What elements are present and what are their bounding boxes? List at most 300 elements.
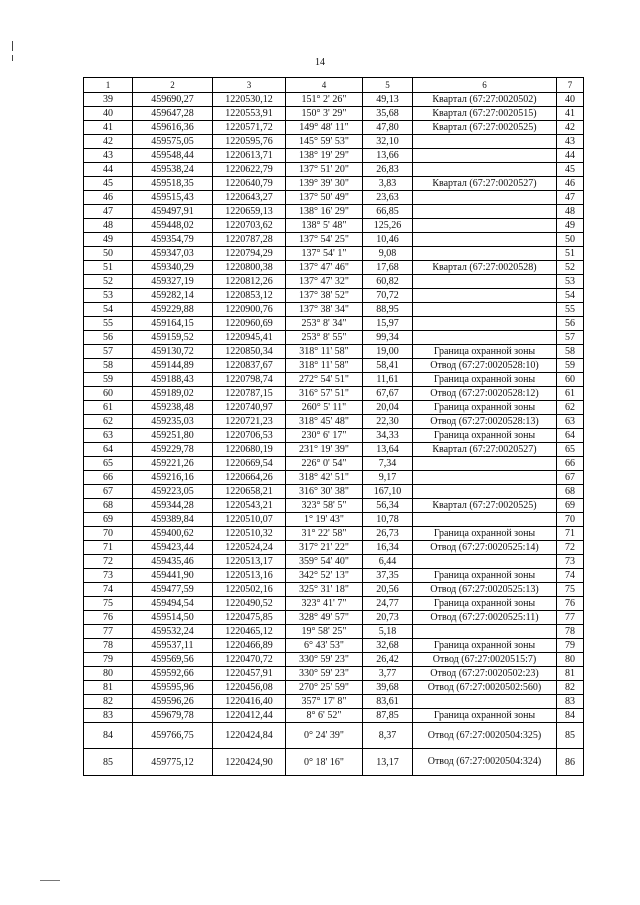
table-row (84, 625, 584, 639)
boundary-description-cell: Квартал (67:27:0020525) (413, 121, 557, 135)
x-coordinate-cell: 459538,24 (133, 163, 213, 177)
boundary-description-cell: Отвод (67:27:0020502:23) (413, 667, 557, 681)
next-point-cell: 86 (557, 749, 584, 776)
next-point-cell: 82 (557, 681, 584, 695)
distance-cell: 13,64 (363, 443, 413, 457)
direction-angle-cell: 328° 49' 57" (286, 611, 363, 625)
next-point-cell: 73 (557, 555, 584, 569)
point-number-cell: 61 (84, 401, 133, 415)
next-point-cell: 70 (557, 513, 584, 527)
table-row (84, 639, 584, 653)
x-coordinate-cell: 459400,62 (133, 527, 213, 541)
point-number-cell: 40 (84, 107, 133, 121)
boundary-description-cell: Отвод (67:27:0020515:7) (413, 653, 557, 667)
table-row (84, 303, 584, 317)
x-coordinate-cell: 459497,91 (133, 205, 213, 219)
x-coordinate-cell: 459130,72 (133, 345, 213, 359)
boundary-description-cell: Граница охранной зоны (413, 597, 557, 611)
next-point-cell: 46 (557, 177, 584, 191)
table-row (84, 191, 584, 205)
x-coordinate-cell: 459189,02 (133, 387, 213, 401)
y-coordinate-cell: 1220510,07 (213, 513, 286, 527)
boundary-description-cell: Квартал (67:27:0020527) (413, 177, 557, 191)
boundary-description-cell (413, 205, 557, 219)
distance-cell: 10,78 (363, 513, 413, 527)
table-row (84, 177, 584, 191)
next-point-cell: 81 (557, 667, 584, 681)
column-header-3: 3 (213, 78, 286, 93)
distance-cell: 99,34 (363, 331, 413, 345)
next-point-cell: 54 (557, 289, 584, 303)
distance-cell: 35,68 (363, 107, 413, 121)
next-point-cell: 42 (557, 121, 584, 135)
point-number-cell: 59 (84, 373, 133, 387)
y-coordinate-cell: 1220595,76 (213, 135, 286, 149)
distance-cell: 13,17 (363, 749, 413, 776)
x-coordinate-cell: 459548,44 (133, 149, 213, 163)
point-number-cell: 45 (84, 177, 133, 191)
distance-cell: 88,95 (363, 303, 413, 317)
y-coordinate-cell: 1220622,79 (213, 163, 286, 177)
y-coordinate-cell: 1220798,74 (213, 373, 286, 387)
point-number-cell: 57 (84, 345, 133, 359)
next-point-cell: 77 (557, 611, 584, 625)
next-point-cell: 40 (557, 93, 584, 107)
point-number-cell: 44 (84, 163, 133, 177)
table-row (84, 597, 584, 611)
x-coordinate-cell: 459229,88 (133, 303, 213, 317)
table-row (84, 555, 584, 569)
distance-cell: 70,72 (363, 289, 413, 303)
next-point-cell: 48 (557, 205, 584, 219)
boundary-description-cell: Отвод (67:27:0020525:11) (413, 611, 557, 625)
next-point-cell: 78 (557, 625, 584, 639)
y-coordinate-cell: 1220643,27 (213, 191, 286, 205)
next-point-cell: 69 (557, 499, 584, 513)
boundary-description-cell (413, 303, 557, 317)
distance-cell: 125,26 (363, 219, 413, 233)
boundary-description-cell: Отвод (67:27:0020502:560) (413, 681, 557, 695)
boundary-description-cell: Граница охранной зоны (413, 401, 557, 415)
distance-cell: 26,73 (363, 527, 413, 541)
x-coordinate-cell: 459518,35 (133, 177, 213, 191)
boundary-description-cell (413, 695, 557, 709)
direction-angle-cell: 359° 54' 40" (286, 555, 363, 569)
table-row (84, 289, 584, 303)
y-coordinate-cell: 1220640,79 (213, 177, 286, 191)
boundary-description-cell: Квартал (67:27:0020525) (413, 499, 557, 513)
table-row (84, 443, 584, 457)
point-number-cell: 66 (84, 471, 133, 485)
table-row (84, 513, 584, 527)
x-coordinate-cell: 459537,11 (133, 639, 213, 653)
point-number-cell: 80 (84, 667, 133, 681)
table-row (84, 485, 584, 499)
boundary-description-cell (413, 485, 557, 499)
next-point-cell: 74 (557, 569, 584, 583)
x-coordinate-cell: 459766,75 (133, 723, 213, 749)
distance-cell: 22,30 (363, 415, 413, 429)
x-coordinate-cell: 459340,29 (133, 261, 213, 275)
point-number-cell: 52 (84, 275, 133, 289)
x-coordinate-cell: 459448,02 (133, 219, 213, 233)
direction-angle-cell: 145° 59' 53" (286, 135, 363, 149)
boundary-description-cell: Граница охранной зоны (413, 345, 557, 359)
table-row (84, 401, 584, 415)
distance-cell: 13,66 (363, 149, 413, 163)
boundary-description-cell (413, 555, 557, 569)
next-point-cell: 84 (557, 709, 584, 723)
x-coordinate-cell: 459575,05 (133, 135, 213, 149)
direction-angle-cell: 317° 21' 22" (286, 541, 363, 555)
point-number-cell: 70 (84, 527, 133, 541)
distance-cell: 32,10 (363, 135, 413, 149)
y-coordinate-cell: 1220502,16 (213, 583, 286, 597)
y-coordinate-cell: 1220513,16 (213, 569, 286, 583)
boundary-description-cell: Квартал (67:27:0020527) (413, 443, 557, 457)
point-number-cell: 60 (84, 387, 133, 401)
y-coordinate-cell: 1220456,08 (213, 681, 286, 695)
boundary-description-cell (413, 163, 557, 177)
direction-angle-cell: 137° 54' 25" (286, 233, 363, 247)
boundary-description-cell: Квартал (67:27:0020502) (413, 93, 557, 107)
direction-angle-cell: 151° 2' 26" (286, 93, 363, 107)
direction-angle-cell: 138° 16' 29" (286, 205, 363, 219)
table-row (84, 429, 584, 443)
point-number-cell: 42 (84, 135, 133, 149)
distance-cell: 15,97 (363, 317, 413, 331)
column-header-6: 6 (413, 78, 557, 93)
point-number-cell: 74 (84, 583, 133, 597)
point-number-cell: 56 (84, 331, 133, 345)
distance-cell: 17,68 (363, 261, 413, 275)
direction-angle-cell: 137° 47' 32" (286, 275, 363, 289)
direction-angle-cell: 149° 48' 11" (286, 121, 363, 135)
x-coordinate-cell: 459347,03 (133, 247, 213, 261)
y-coordinate-cell: 1220510,32 (213, 527, 286, 541)
next-point-cell: 55 (557, 303, 584, 317)
table-row (84, 471, 584, 485)
direction-angle-cell: 270° 25' 59" (286, 681, 363, 695)
next-point-cell: 57 (557, 331, 584, 345)
direction-angle-cell: 137° 54' 1" (286, 247, 363, 261)
x-coordinate-cell: 459251,80 (133, 429, 213, 443)
table-row (84, 373, 584, 387)
column-header-2: 2 (133, 78, 213, 93)
x-coordinate-cell: 459164,15 (133, 317, 213, 331)
direction-angle-cell: 325° 31' 18" (286, 583, 363, 597)
point-number-cell: 85 (84, 749, 133, 776)
distance-cell: 32,68 (363, 639, 413, 653)
direction-angle-cell: 230° 6' 17" (286, 429, 363, 443)
x-coordinate-cell: 459514,50 (133, 611, 213, 625)
y-coordinate-cell: 1220787,28 (213, 233, 286, 247)
boundary-description-cell: Отвод (67:27:0020528:13) (413, 415, 557, 429)
column-header-5: 5 (363, 78, 413, 93)
y-coordinate-cell: 1220664,26 (213, 471, 286, 485)
next-point-cell: 66 (557, 457, 584, 471)
direction-angle-cell: 6° 43' 53" (286, 639, 363, 653)
table-row (84, 415, 584, 429)
direction-angle-cell: 316° 57' 51" (286, 387, 363, 401)
next-point-cell: 63 (557, 415, 584, 429)
boundary-description-cell: Отвод (67:27:0020528:10) (413, 359, 557, 373)
boundary-description-cell: Граница охранной зоны (413, 709, 557, 723)
next-point-cell: 51 (557, 247, 584, 261)
y-coordinate-cell: 1220706,53 (213, 429, 286, 443)
y-coordinate-cell: 1220524,24 (213, 541, 286, 555)
boundary-description-cell (413, 471, 557, 485)
boundary-description-cell (413, 247, 557, 261)
x-coordinate-cell: 459435,46 (133, 555, 213, 569)
point-number-cell: 58 (84, 359, 133, 373)
direction-angle-cell: 19° 58' 25" (286, 625, 363, 639)
next-point-cell: 45 (557, 163, 584, 177)
table-row (84, 457, 584, 471)
x-coordinate-cell: 459216,16 (133, 471, 213, 485)
boundary-description-cell: Отвод (67:27:0020528:12) (413, 387, 557, 401)
distance-cell: 16,34 (363, 541, 413, 555)
table-row (84, 345, 584, 359)
distance-cell: 60,82 (363, 275, 413, 289)
y-coordinate-cell: 1220669,54 (213, 457, 286, 471)
point-number-cell: 76 (84, 611, 133, 625)
direction-angle-cell: 31° 22' 58" (286, 527, 363, 541)
next-point-cell: 79 (557, 639, 584, 653)
distance-cell: 24,77 (363, 597, 413, 611)
next-point-cell: 75 (557, 583, 584, 597)
y-coordinate-cell: 1220490,52 (213, 597, 286, 611)
x-coordinate-cell: 459144,89 (133, 359, 213, 373)
distance-cell: 37,35 (363, 569, 413, 583)
direction-angle-cell: 137° 38' 52" (286, 289, 363, 303)
point-number-cell: 47 (84, 205, 133, 219)
table-row (84, 149, 584, 163)
direction-angle-cell: 137° 47' 46" (286, 261, 363, 275)
distance-cell: 34,33 (363, 429, 413, 443)
x-coordinate-cell: 459515,43 (133, 191, 213, 205)
next-point-cell: 43 (557, 135, 584, 149)
point-number-cell: 62 (84, 415, 133, 429)
table-row (84, 653, 584, 667)
column-header-4: 4 (286, 78, 363, 93)
y-coordinate-cell: 1220424,84 (213, 723, 286, 749)
footer-mark (40, 880, 60, 881)
x-coordinate-cell: 459238,48 (133, 401, 213, 415)
distance-cell: 26,42 (363, 653, 413, 667)
y-coordinate-cell: 1220800,38 (213, 261, 286, 275)
distance-cell: 67,67 (363, 387, 413, 401)
y-coordinate-cell: 1220945,41 (213, 331, 286, 345)
table-row (84, 541, 584, 555)
next-point-cell: 56 (557, 317, 584, 331)
x-coordinate-cell: 459647,28 (133, 107, 213, 121)
x-coordinate-cell: 459477,59 (133, 583, 213, 597)
x-coordinate-cell: 459595,96 (133, 681, 213, 695)
table-row (84, 499, 584, 513)
point-number-cell: 83 (84, 709, 133, 723)
next-point-cell: 76 (557, 597, 584, 611)
y-coordinate-cell: 1220680,19 (213, 443, 286, 457)
y-coordinate-cell: 1220465,12 (213, 625, 286, 639)
coordinates-table (83, 77, 584, 776)
table-row (84, 527, 584, 541)
distance-cell: 20,73 (363, 611, 413, 625)
distance-cell: 7,34 (363, 457, 413, 471)
distance-cell: 10,46 (363, 233, 413, 247)
boundary-description-cell: Граница охранной зоны (413, 527, 557, 541)
point-number-cell: 77 (84, 625, 133, 639)
page-number: 14 (315, 57, 325, 68)
distance-cell: 5,18 (363, 625, 413, 639)
boundary-description-cell (413, 513, 557, 527)
direction-angle-cell: 253° 8' 55" (286, 331, 363, 345)
x-coordinate-cell: 459282,14 (133, 289, 213, 303)
x-coordinate-cell: 459229,78 (133, 443, 213, 457)
direction-angle-cell: 0° 18' 16" (286, 749, 363, 776)
y-coordinate-cell: 1220703,62 (213, 219, 286, 233)
next-point-cell: 47 (557, 191, 584, 205)
direction-angle-cell: 318° 45' 48" (286, 415, 363, 429)
boundary-description-cell: Граница охранной зоны (413, 569, 557, 583)
y-coordinate-cell: 1220850,34 (213, 345, 286, 359)
boundary-description-cell: Отвод (67:27:0020525:14) (413, 541, 557, 555)
direction-angle-cell: 342° 52' 13" (286, 569, 363, 583)
boundary-description-cell (413, 625, 557, 639)
y-coordinate-cell: 1220740,97 (213, 401, 286, 415)
x-coordinate-cell: 459616,36 (133, 121, 213, 135)
x-coordinate-cell: 459592,66 (133, 667, 213, 681)
point-number-cell: 49 (84, 233, 133, 247)
direction-angle-cell: 150° 3' 29" (286, 107, 363, 121)
direction-angle-cell: 357° 17' 8" (286, 695, 363, 709)
next-point-cell: 85 (557, 723, 584, 749)
y-coordinate-cell: 1220475,85 (213, 611, 286, 625)
point-number-cell: 84 (84, 723, 133, 749)
next-point-cell: 41 (557, 107, 584, 121)
y-coordinate-cell: 1220470,72 (213, 653, 286, 667)
direction-angle-cell: 260° 5' 11" (286, 401, 363, 415)
point-number-cell: 53 (84, 289, 133, 303)
distance-cell: 83,61 (363, 695, 413, 709)
point-number-cell: 82 (84, 695, 133, 709)
next-point-cell: 58 (557, 345, 584, 359)
direction-angle-cell: 316° 30' 38" (286, 485, 363, 499)
next-point-cell: 52 (557, 261, 584, 275)
direction-angle-cell: 0° 24' 39" (286, 723, 363, 749)
point-number-cell: 81 (84, 681, 133, 695)
table-row (84, 667, 584, 681)
direction-angle-cell: 137° 38' 34" (286, 303, 363, 317)
y-coordinate-cell: 1220543,21 (213, 499, 286, 513)
point-number-cell: 71 (84, 541, 133, 555)
distance-cell: 3,77 (363, 667, 413, 681)
y-coordinate-cell: 1220571,72 (213, 121, 286, 135)
distance-cell: 20,56 (363, 583, 413, 597)
boundary-description-cell: Квартал (67:27:0020528) (413, 261, 557, 275)
distance-cell: 3,83 (363, 177, 413, 191)
table-row (84, 723, 584, 749)
point-number-cell: 54 (84, 303, 133, 317)
next-point-cell: 83 (557, 695, 584, 709)
y-coordinate-cell: 1220960,69 (213, 317, 286, 331)
table-row (84, 261, 584, 275)
y-coordinate-cell: 1220812,26 (213, 275, 286, 289)
table-row (84, 121, 584, 135)
x-coordinate-cell: 459235,03 (133, 415, 213, 429)
x-coordinate-cell: 459188,43 (133, 373, 213, 387)
boundary-description-cell (413, 317, 557, 331)
next-point-cell: 61 (557, 387, 584, 401)
point-number-cell: 69 (84, 513, 133, 527)
point-number-cell: 72 (84, 555, 133, 569)
boundary-description-cell (413, 233, 557, 247)
direction-angle-cell: 330° 59' 23" (286, 653, 363, 667)
direction-angle-cell: 137° 50' 49" (286, 191, 363, 205)
table-body (84, 93, 584, 776)
point-number-cell: 73 (84, 569, 133, 583)
direction-angle-cell: 139° 39' 30" (286, 177, 363, 191)
next-point-cell: 49 (557, 219, 584, 233)
point-number-cell: 63 (84, 429, 133, 443)
direction-angle-cell: 323° 58' 5" (286, 499, 363, 513)
distance-cell: 87,85 (363, 709, 413, 723)
y-coordinate-cell: 1220424,90 (213, 749, 286, 776)
distance-cell: 19,00 (363, 345, 413, 359)
table-row (84, 247, 584, 261)
direction-angle-cell: 318° 11' 58" (286, 359, 363, 373)
boundary-description-cell: Граница охранной зоны (413, 429, 557, 443)
y-coordinate-cell: 1220837,67 (213, 359, 286, 373)
next-point-cell: 59 (557, 359, 584, 373)
boundary-description-cell: Отвод (67:27:0020504:324) (413, 749, 557, 776)
boundary-description-cell: Отвод (67:27:0020504:325) (413, 723, 557, 749)
boundary-description-cell (413, 275, 557, 289)
y-coordinate-cell: 1220416,40 (213, 695, 286, 709)
table-row (84, 749, 584, 776)
distance-cell: 20,04 (363, 401, 413, 415)
y-coordinate-cell: 1220900,76 (213, 303, 286, 317)
table-row (84, 233, 584, 247)
table-row (84, 219, 584, 233)
boundary-description-cell: Отвод (67:27:0020525:13) (413, 583, 557, 597)
x-coordinate-cell: 459494,54 (133, 597, 213, 611)
y-coordinate-cell: 1220787,15 (213, 387, 286, 401)
next-point-cell: 64 (557, 429, 584, 443)
table-row (84, 135, 584, 149)
x-coordinate-cell: 459569,56 (133, 653, 213, 667)
distance-cell: 47,80 (363, 121, 413, 135)
distance-cell: 9,17 (363, 471, 413, 485)
direction-angle-cell: 137° 51' 20" (286, 163, 363, 177)
direction-angle-cell: 1° 19' 43" (286, 513, 363, 527)
next-point-cell: 44 (557, 149, 584, 163)
next-point-cell: 50 (557, 233, 584, 247)
next-point-cell: 67 (557, 471, 584, 485)
y-coordinate-cell: 1220658,21 (213, 485, 286, 499)
distance-cell: 26,83 (363, 163, 413, 177)
direction-angle-cell: 138° 5' 48" (286, 219, 363, 233)
direction-angle-cell: 226° 0' 54" (286, 457, 363, 471)
point-number-cell: 79 (84, 653, 133, 667)
y-coordinate-cell: 1220513,17 (213, 555, 286, 569)
point-number-cell: 50 (84, 247, 133, 261)
y-coordinate-cell: 1220794,29 (213, 247, 286, 261)
x-coordinate-cell: 459223,05 (133, 485, 213, 499)
distance-cell: 49,13 (363, 93, 413, 107)
distance-cell: 8,37 (363, 723, 413, 749)
direction-angle-cell: 138° 19' 29" (286, 149, 363, 163)
